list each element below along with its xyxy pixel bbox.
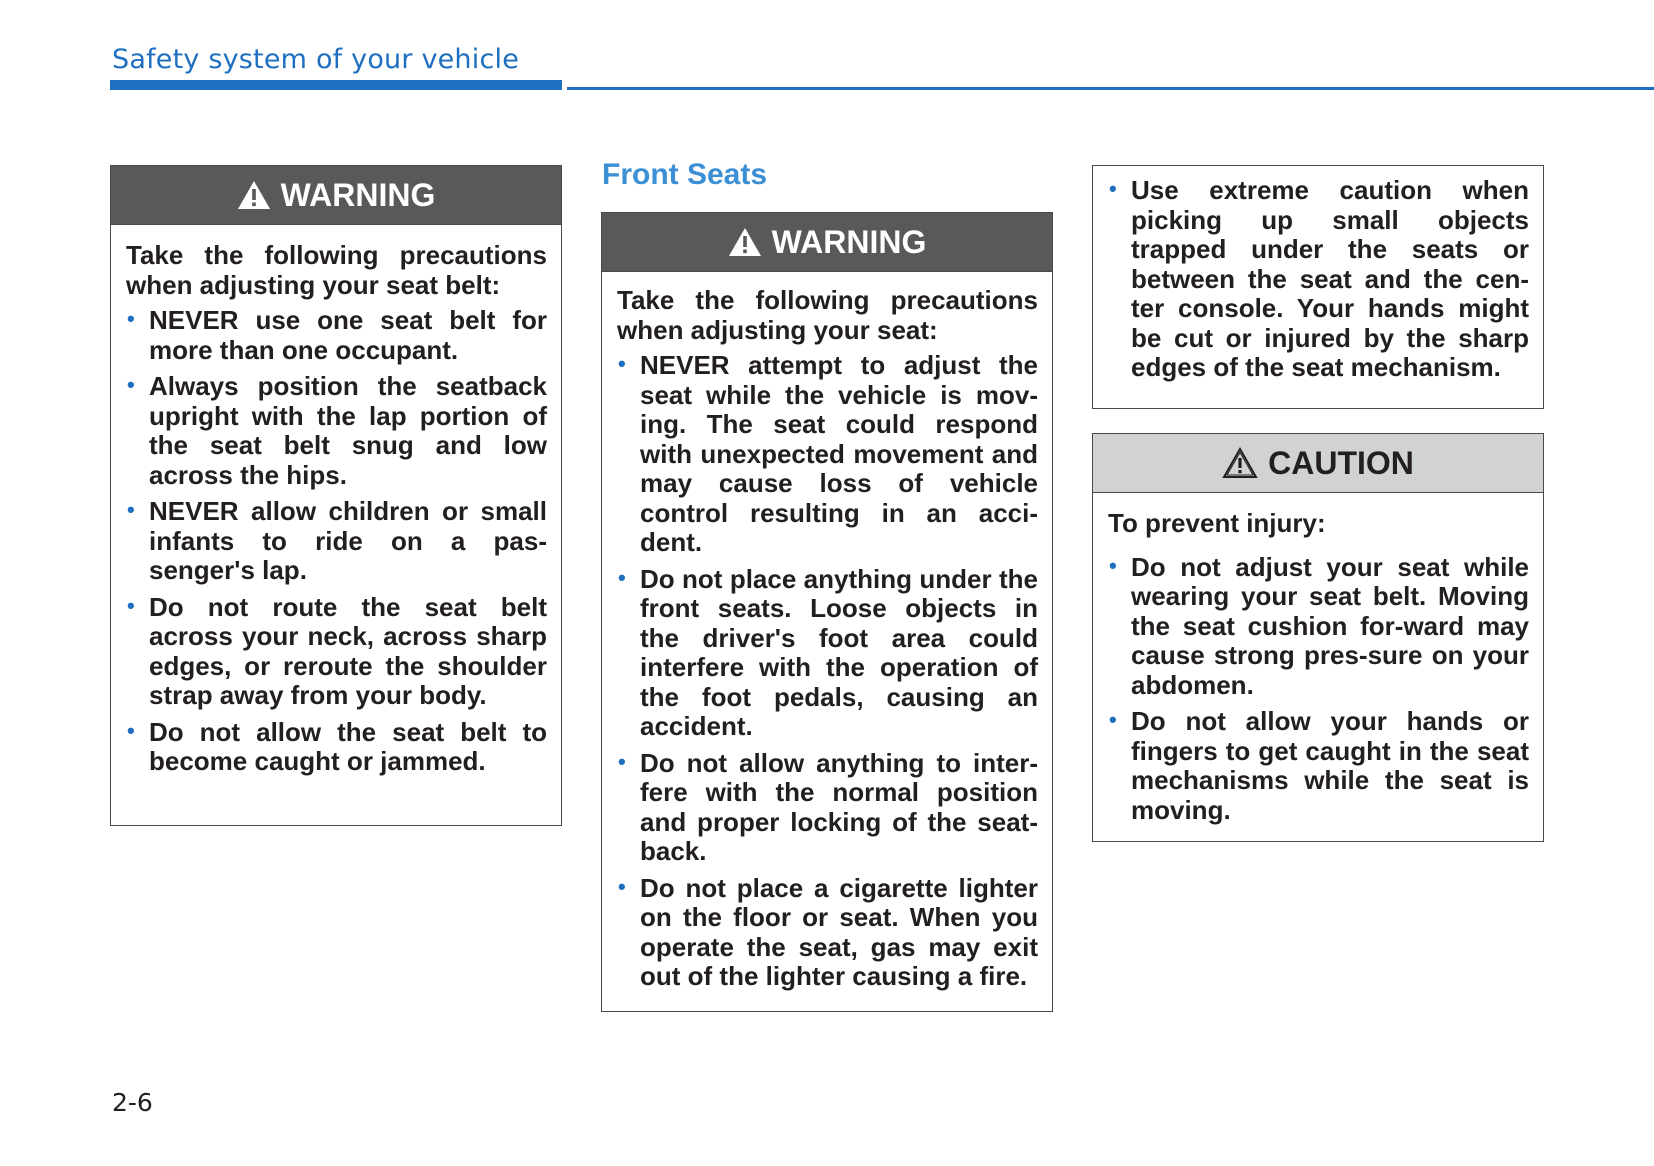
list-item: • Do not adjust your seat while wearing your seat belt. Moving the seat cushion for-ward may cause strong pres-sure on your abdomen. xyxy=(1108,553,1529,701)
front-seats-heading: Front Seats xyxy=(602,158,768,191)
header-rule-thick xyxy=(110,80,562,90)
warning-triangle-icon xyxy=(728,227,762,257)
warning-header xyxy=(111,166,561,225)
warning-list xyxy=(617,351,1038,992)
page-number: 2-6 xyxy=(112,1088,153,1117)
list-item: • NEVER allow children or small infants to ride on a pas-senger's lap. xyxy=(126,497,547,586)
warning-label: WARNING xyxy=(771,223,927,260)
list-item: • Do not route the seat belt across your neck, across sharp edges, or reroute the shoulder strap away from your body. xyxy=(126,593,547,711)
list-item: • NEVER use one seat belt for more than one occupant. xyxy=(126,306,547,365)
caution-triangle-icon xyxy=(1222,447,1258,479)
caution-list xyxy=(1108,553,1529,826)
list-item: • NEVER attempt to adjust the seat while the vehicle is mov-ing. The seat could respond with unexpected movement and may cause loss of vehicle control resulting in an acci-dent. xyxy=(617,351,1038,558)
warning-intro: Take the following precautions when adjusting your seat: xyxy=(617,285,1038,345)
list-item: • Always position the seatback upright with the lap portion of the seat belt snug and low across the hips. xyxy=(126,372,547,490)
seat-belt-warning-box xyxy=(110,165,562,826)
list-item: • Do not allow anything to inter-fere with the normal position and proper locking of the seat-back. xyxy=(617,749,1038,867)
section-title: Safety system of your vehicle xyxy=(112,44,520,75)
front-seats-warning-box xyxy=(601,212,1053,1012)
list-item: • Do not allow your hands or fingers to get caught in the seat mechanisms while the seat is moving. xyxy=(1108,707,1529,825)
list-item: • Do not allow the seat belt to become caught or jammed. xyxy=(126,718,547,777)
caution-label: CAUTION xyxy=(1268,444,1414,481)
warning-header xyxy=(602,213,1052,272)
warning-intro: Take the following precautions when adjusting your seat belt: xyxy=(126,240,547,300)
caution-box xyxy=(1092,433,1544,842)
list-item: • Use extreme caution when picking up small objects trapped under the seats or between the seat and the cen-ter console. Your hands might be cut or injured by the sharp edges of the seat mechanism. xyxy=(1108,176,1529,383)
list-item: • Do not place a cigarette lighter on the floor or seat. When you operate the seat, gas may exit out of the lighter causing a fire. xyxy=(617,874,1038,992)
warning-triangle-icon xyxy=(237,180,271,210)
list-item: • Do not place anything under the front seats. Loose objects in the driver's foot area could interfere with the operation of the foot pedals, causing an accident. xyxy=(617,565,1038,742)
warning-label: WARNING xyxy=(280,176,436,213)
caution-intro: To prevent injury: xyxy=(1108,508,1326,538)
header-rule-thin xyxy=(567,87,1654,90)
warning-list xyxy=(1108,176,1529,383)
warning-list xyxy=(126,306,547,777)
continued-warning-box xyxy=(1092,165,1544,409)
caution-header xyxy=(1093,434,1543,493)
